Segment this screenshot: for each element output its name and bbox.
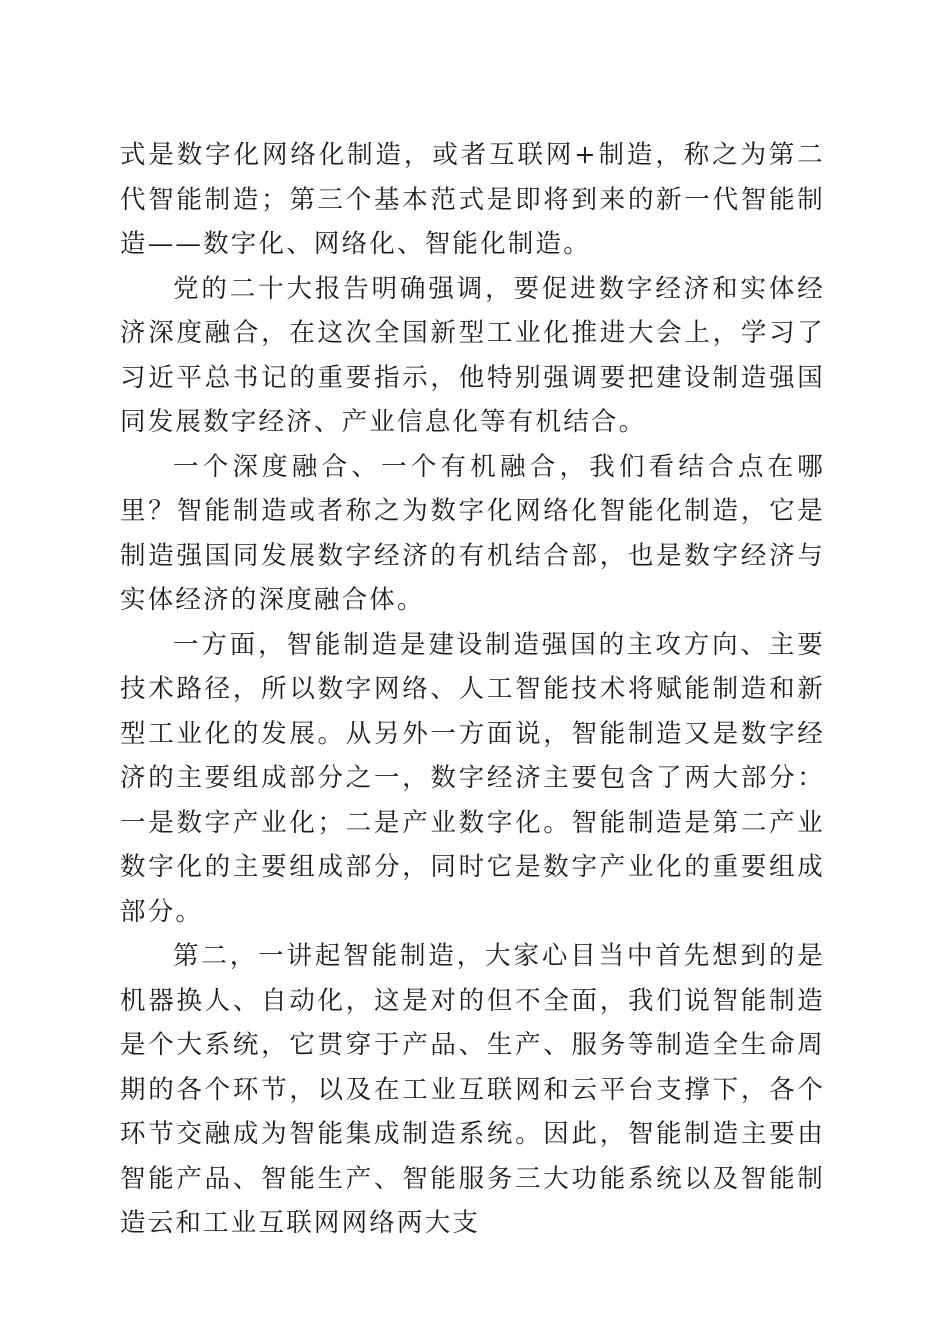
paragraph-5: 第二，一讲起智能制造，大家心目当中首先想到的是机器换人、自动化，这是对的但不全面，我们说智能制造是个大系统，它贯穿于产品、生产、服务等制造全生命周期的各个环节，以及在工业互联网和云平台支撑下，各个环节交融成为智能集成制造系统。因此，智能制造主要由智能产品、智能生产、智能服务三大功能系统以及智能制造云和工业互联网网络两大支: [120, 941, 825, 1238]
paragraph-2: 党的二十大报告明确强调，要促进数字经济和实体经济深度融合，在这次全国新型工业化推进大会上，学习了习近平总书记的重要指示，他特别强调要把建设制造强国同发展数字经济、产业信息化等有机结合。: [120, 273, 825, 437]
document-body: [120, 133, 825, 1246]
paragraph-4: 一方面，智能制造是建设制造强国的主攻方向、主要技术路径，所以数字网络、人工智能技术将赋能制造和新型工业化的发展。从另外一方面说，智能制造又是数字经济的主要组成部分之一，数字经济主要包含了两大部分：一是数字产业化；二是产业数字化。智能制造是第二产业数字化的主要组成部分，同时它是数字产业化的重要组成部分。: [120, 629, 825, 927]
paragraph-3: 一个深度融合、一个有机融合，我们看结合点在哪里？智能制造或者称之为数字化网络化智能化制造，它是制造强国同发展数字经济的有机结合部，也是数字经济与实体经济的深度融合体。: [120, 451, 825, 615]
paragraph-1: 式是数字化网络化制造，或者互联网+制造，称之为第二代智能制造；第三个基本范式是即将到来的新一代智能制造——数字化、网络化、智能化制造。: [120, 140, 825, 259]
